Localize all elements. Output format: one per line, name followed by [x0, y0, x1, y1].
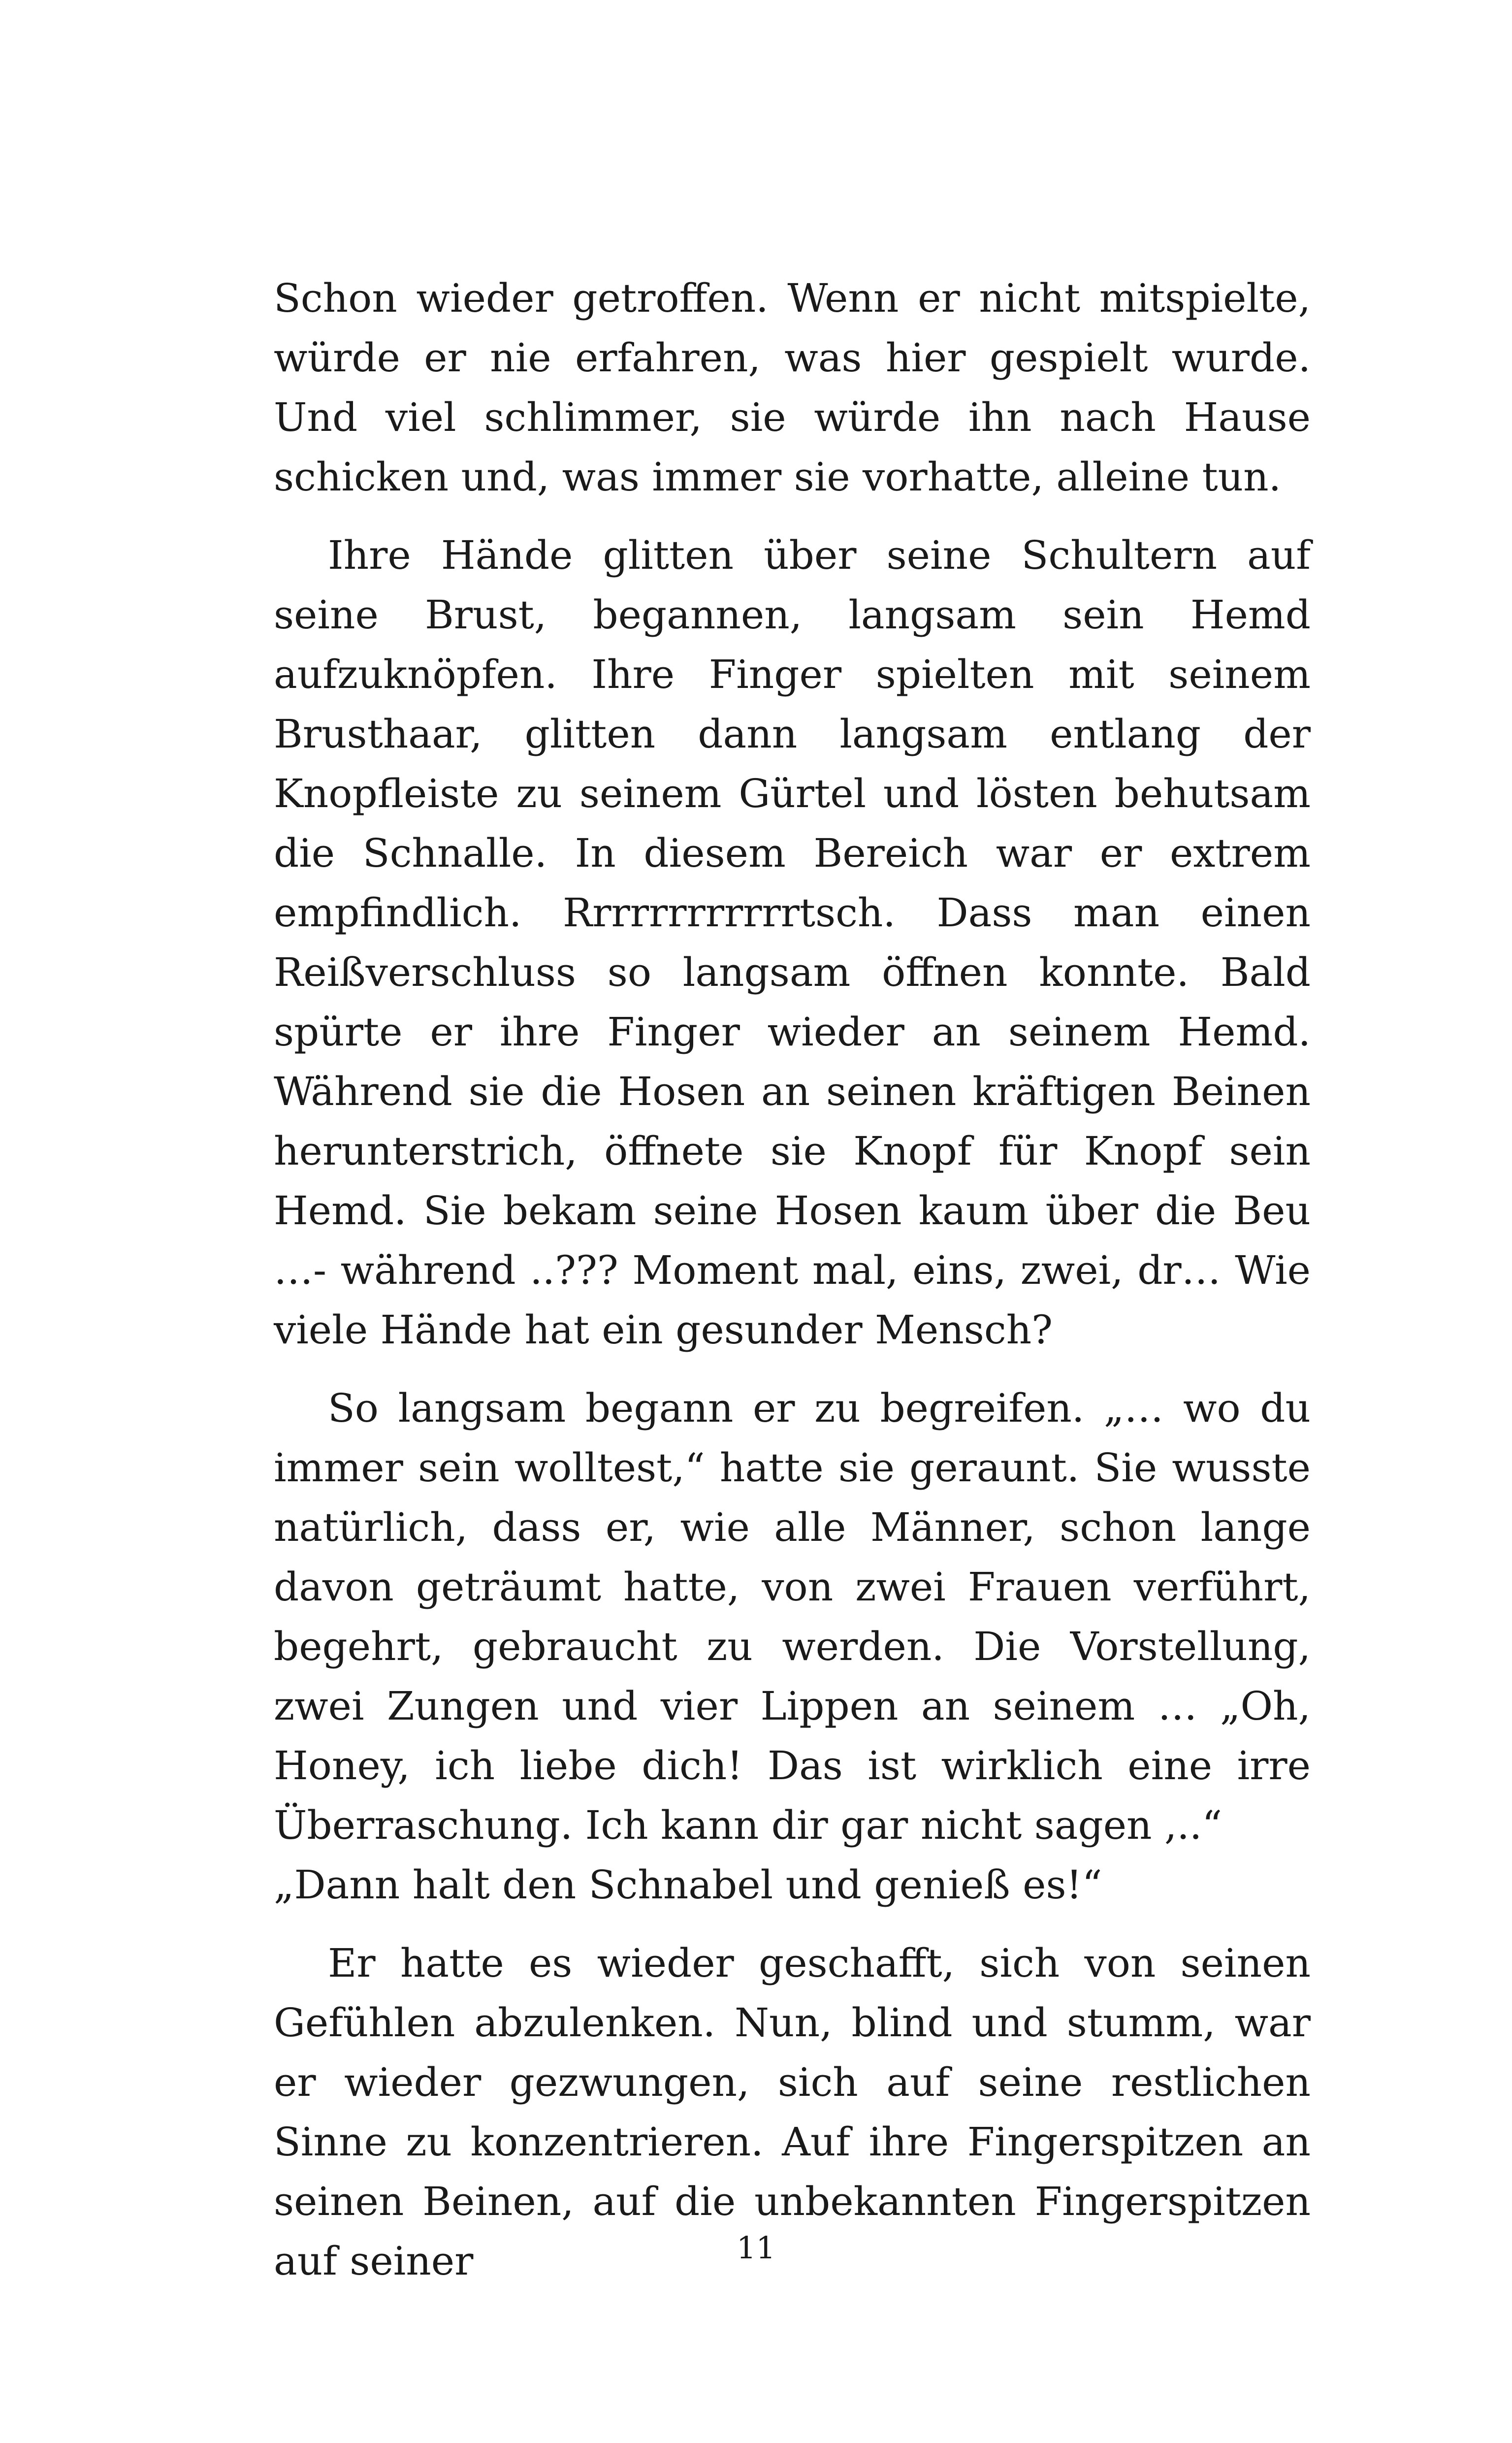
- paragraph-2: Ihre Hände glitten über seine Schultern auf seine Brust, begannen, langsam sein Hemd aufzuknöpfen. Ihre Finger spielten mit seinem Brusthaar, glitten dann langsam entlang der Knopfleiste zu seinem Gürtel und lösten behutsam die Schnalle. In diesem Bereich war er extrem empfindlich. Rrrrrrrrrrrrtsch. Dass man einen Reißverschluss so langsam öffnen konnte. Bald spürte er ihre Finger wieder an seinem Hemd. Während sie die Hosen an seinen kräftigen Beinen herunterstrich, öffnete sie Knopf für Knopf sein Hemd. Sie bekam seine Hosen kaum über die Beu …- während ..??? Moment mal, eins, zwei, dr… Wie viele Hände hat ein gesunder Mensch?: [274, 532, 1311, 1353]
- body-text: [274, 268, 1311, 2291]
- paragraph-4-dialogue: „Dann halt den Schnabel und genieß es!“: [274, 1862, 1102, 1908]
- paragraph-5: Er hatte es wieder geschafft, sich von seinen Gefühlen abzulenken. Nun, blind und stumm, war er wieder gezwungen, sich auf seine restlichen Sinne zu konzentrieren. Auf ihre Fingerspitzen an seinen Beinen, auf die unbekannten Fingerspitzen auf seiner: [274, 1940, 1311, 2284]
- paragraph-1: Schon wieder getroffen. Wenn er nicht mitspielte, würde er nie erfahren, was hier gespielt wurde. Und viel schlimmer, sie würde ihn nach Hause schicken und, was immer sie vorhatte, alleine tun.: [274, 275, 1311, 500]
- page-number: 11: [737, 2230, 775, 2266]
- paragraph-3: So langsam begann er zu begreifen. „… wo du immer sein wolltest,“ hatte sie geraunt. Sie wusste natürlich, dass er, wie alle Männer, schon lange davon geträumt hatte, von zwei Frauen verführt, begehrt, gebraucht zu werden. Die Vorstellung, zwei Zungen und vier Lippen an seinem … „Oh, Honey, ich liebe dich! Das ist wirklich eine irre Überraschung. Ich kann dir gar nicht sagen ,..“: [274, 1385, 1311, 1848]
